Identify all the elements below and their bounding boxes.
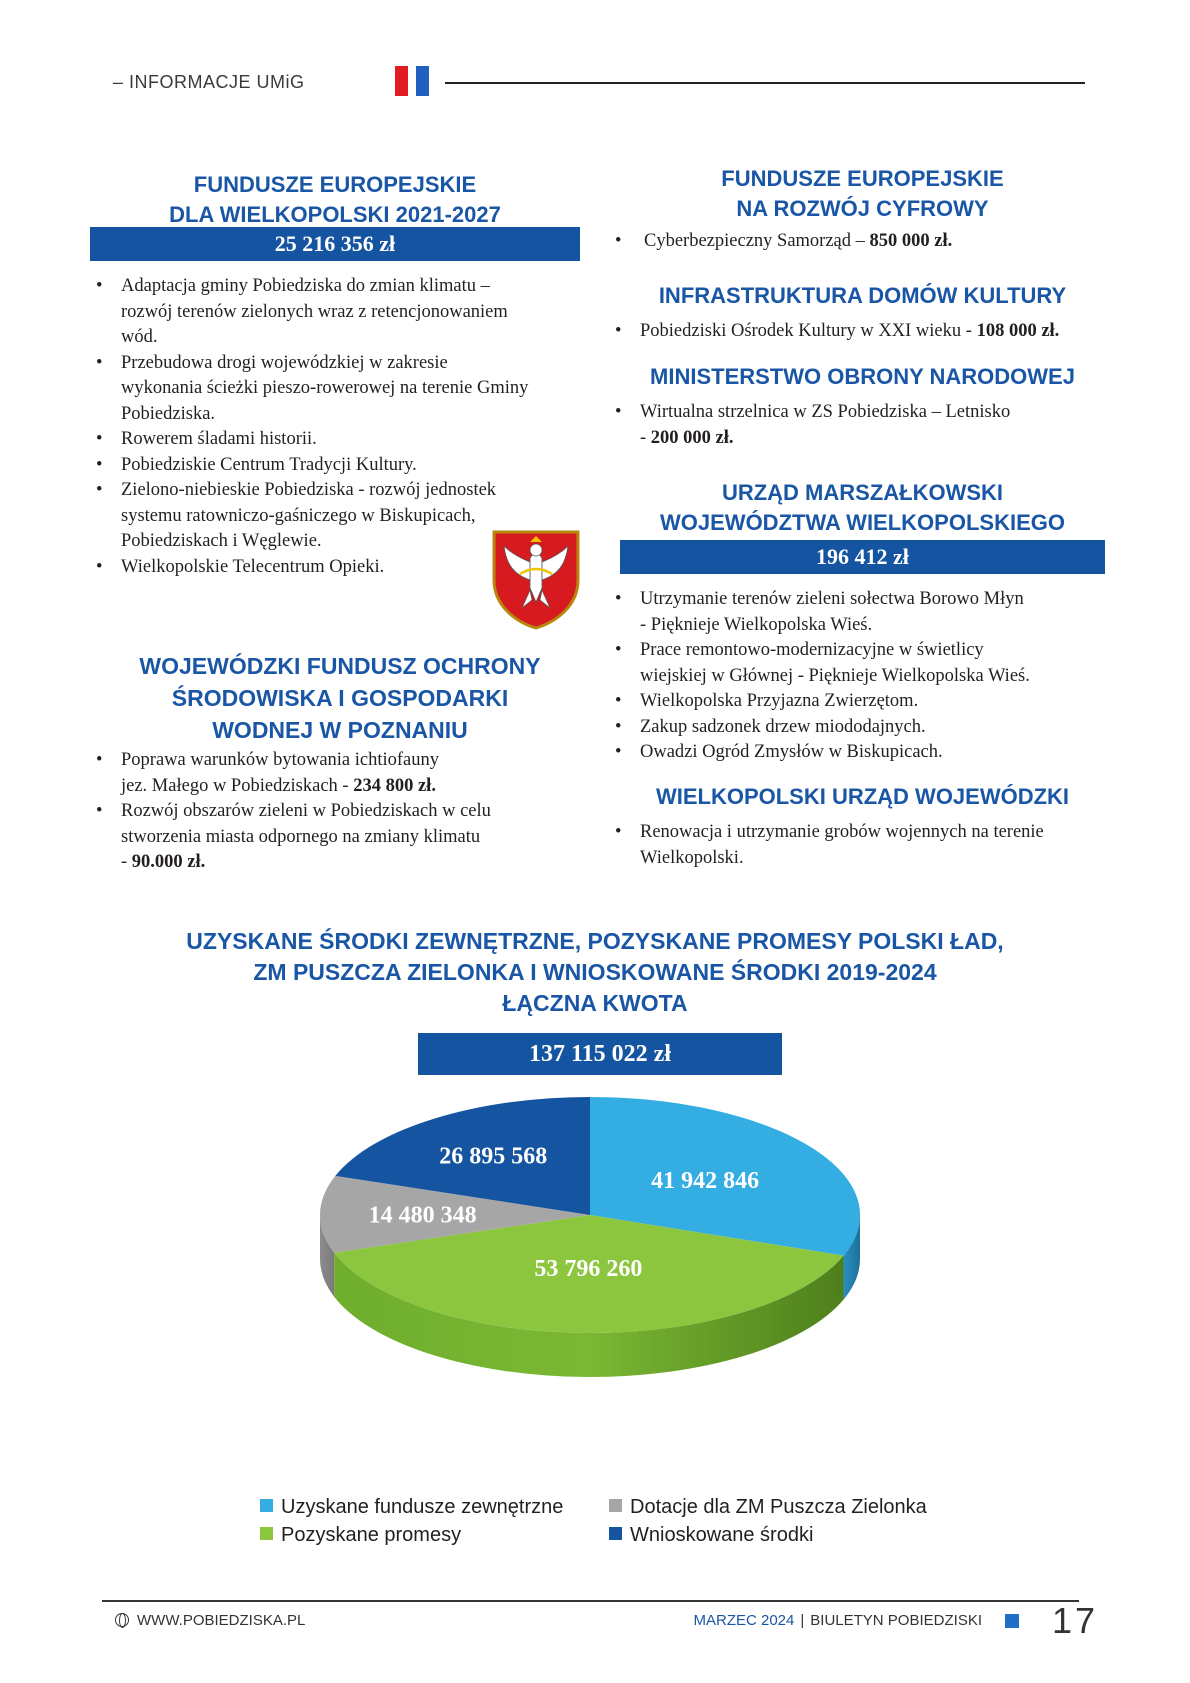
heading-line: NA ROZWÓJ CYFROWY xyxy=(736,196,989,221)
list-marshal-office xyxy=(612,587,1132,766)
item-text: wód. xyxy=(121,327,158,347)
item-text: Rozwój obszarów zieleni w Pobiedziskach w celu xyxy=(121,801,491,821)
item-text: Prace remontowo-modernizacyjne w świetlicy xyxy=(640,640,984,660)
pie-data-label: 14 480 348 xyxy=(368,1202,477,1229)
list-item xyxy=(612,740,1132,766)
heading-line: DLA WIELKOPOLSKI 2021-2027 xyxy=(169,202,501,227)
item-text: Wirtualna strzelnica w ZS Pobiedziska – Letnisko xyxy=(640,402,1011,422)
list-item xyxy=(612,715,1132,741)
heading-line: WODNEJ W POZNANIU xyxy=(212,717,468,743)
separator: | xyxy=(800,1612,805,1629)
summary-heading xyxy=(100,926,1090,1019)
item-text: rozwój terenów zielonych wraz z retencjonowaniem xyxy=(121,301,508,322)
footer-website[interactable] xyxy=(115,1612,305,1629)
heading-line: WOJEWÓDZKI FUNDUSZ OCHRONY xyxy=(139,653,541,679)
legend-swatch-icon xyxy=(609,1527,622,1540)
heading-line: URZĄD MARSZAŁKOWSKI xyxy=(721,480,1004,505)
header-rule xyxy=(445,82,1085,84)
list-item xyxy=(93,427,593,453)
legend-swatch-icon xyxy=(260,1499,273,1512)
pie-data-label: 53 796 260 xyxy=(534,1256,643,1283)
heading-voivodeship-office: WIELKOPOLSKI URZĄD WOJEWÓDZKI xyxy=(655,784,1070,809)
pie-data-label: 26 895 568 xyxy=(439,1143,548,1170)
list-item xyxy=(612,587,1132,638)
legend-label: Wnioskowane środki xyxy=(630,1524,814,1546)
list-item xyxy=(93,453,593,479)
list-eu-digital xyxy=(612,229,1112,255)
item-text: Zielono-niebieskie Pobiedziska - rozwój jednostek xyxy=(121,480,497,500)
item-text: - Pięknieje Wielkopolska Wieś. xyxy=(640,614,873,635)
item-text: Pobiedziskach i Węglewie. xyxy=(121,531,322,551)
item-text: systemu ratowniczo-gaśniczego w Biskupicach, xyxy=(121,505,476,526)
item-text: wykonania ścieżki pieszo-rowerowej na terenie Gminy xyxy=(121,378,529,398)
square-icon xyxy=(1005,1614,1019,1628)
footer-issue xyxy=(694,1612,983,1629)
item-amount: 200 000 zł. xyxy=(650,427,734,448)
item-text: Wielkopolskie Telecentrum Opieki. xyxy=(121,556,385,577)
item-text: wiejskiej w Głównej - Pięknieje Wielkopolska Wieś. xyxy=(640,665,1030,686)
legend-swatch-icon xyxy=(609,1499,622,1512)
item-text: Zakup sadzonek drzew miododajnych. xyxy=(640,716,926,737)
heading-line: ŚRODOWISKA I GOSPODARKI xyxy=(171,685,509,711)
heading-culture: INFRASTRUKTURA DOMÓW KULTURY xyxy=(658,283,1067,308)
item-text: Utrzymanie terenów zieleni sołectwa Borowo Młyn xyxy=(640,589,1024,609)
item-text: - xyxy=(640,427,651,448)
blue-bar-icon xyxy=(416,66,429,96)
item-amount: 108 000 zł. xyxy=(976,321,1060,341)
list-item xyxy=(612,229,1112,255)
heading-line: ŁĄCZNA KWOTA xyxy=(502,990,688,1016)
list-item xyxy=(612,400,1112,451)
heading-marshal-office xyxy=(620,478,1105,538)
item-text: Pobiedziski Ośrodek Kultury w XXI wieku - xyxy=(640,321,977,341)
globe-icon xyxy=(115,1613,129,1627)
item-amount: 90.000 zł. xyxy=(131,852,206,872)
legend-label: Dotacje dla ZM Puszcza Zielonka xyxy=(630,1496,927,1518)
red-bar-icon xyxy=(395,66,408,96)
item-text: stworzenia miasta odpornego na zmiany klimatu xyxy=(121,826,481,847)
item-text: Pobiedziskie Centrum Tradycji Kultury. xyxy=(121,454,417,475)
heading-line: ZM PUSZCZA ZIELONKA I WNIOSKOWANE ŚRODKI 2019-2024 xyxy=(253,959,937,985)
item-text: Renowacja i utrzymanie grobów wojennych na terenie xyxy=(640,822,1044,842)
list-item xyxy=(93,748,593,799)
heading-defence: MINISTERSTWO OBRONY NARODOWEJ xyxy=(650,364,1075,389)
amount-marshal-office: 196 412 zł xyxy=(620,540,1105,574)
list-item xyxy=(612,319,1132,345)
item-text: Cyberbezpieczny Samorząd – xyxy=(644,231,870,251)
amount-eu-wielkopolska: 25 216 356 zł xyxy=(90,227,580,261)
legend-item xyxy=(260,1494,563,1520)
item-text: Adaptacja gminy Pobiedziska do zmian klimatu – xyxy=(121,276,490,296)
website-text: WWW.POBIEDZISKA.PL xyxy=(137,1612,306,1629)
heading-eu-wielkopolska xyxy=(90,170,580,230)
list-item xyxy=(93,799,593,876)
summary-total: 137 115 022 zł xyxy=(418,1033,782,1075)
heading-line: UZYSKANE ŚRODKI ZEWNĘTRZNE, POZYSKANE PROMESY POLSKI ŁAD, xyxy=(186,928,1004,954)
item-amount: 234 800 zł. xyxy=(353,775,436,796)
list-defence xyxy=(612,400,1112,451)
item-text: Pobiedziska. xyxy=(121,403,216,424)
legend-item xyxy=(609,1522,813,1548)
item-text: - xyxy=(121,852,132,872)
publication-name: BIULETYN POBIEDZISKI xyxy=(810,1612,982,1629)
list-item xyxy=(93,351,593,428)
issue-month: MARZEC 2024 xyxy=(693,1612,795,1629)
list-wfosigw xyxy=(93,748,593,876)
page-number: 17 xyxy=(1052,1600,1099,1641)
heading-eu-digital xyxy=(620,164,1105,224)
coat-of-arms-icon xyxy=(490,528,582,630)
legend-item xyxy=(260,1522,461,1548)
list-item xyxy=(612,638,1132,689)
heading-line: WOJEWÓDZTWA WIELKOPOLSKIEGO xyxy=(660,510,1065,535)
item-text: Poprawa warunków bytowania ichtiofauny xyxy=(121,750,440,770)
list-culture xyxy=(612,319,1132,345)
item-amount: 850 000 zł. xyxy=(869,231,953,251)
pie-chart xyxy=(290,1085,890,1465)
legend-item xyxy=(609,1494,927,1520)
item-text: Owadzi Ogród Zmysłów w Biskupicach. xyxy=(640,742,943,762)
item-text: jez. Małego w Pobiedziskach - xyxy=(121,775,354,796)
legend-swatch-icon xyxy=(260,1527,273,1540)
heading-wfosigw xyxy=(90,650,590,746)
list-item xyxy=(612,689,1132,715)
item-text: Przebudowa drogi wojewódzkiej w zakresie xyxy=(121,352,448,373)
item-text: Wielkopolski. xyxy=(640,847,744,868)
footer-rule xyxy=(102,1600,1079,1602)
heading-line: FUNDUSZE EUROPEJSKIE xyxy=(721,166,1004,191)
pie-data-label: 41 942 846 xyxy=(651,1167,760,1194)
item-text: Rowerem śladami historii. xyxy=(121,429,317,449)
list-voivodeship-office xyxy=(612,820,1132,871)
item-text: Wielkopolska Przyjazna Zwierzętom. xyxy=(640,691,919,711)
section-label: – INFORMACJE UMiG xyxy=(113,72,305,92)
legend-label: Uzyskane fundusze zewnętrzne xyxy=(281,1496,564,1518)
list-item xyxy=(93,274,593,351)
list-item xyxy=(612,820,1132,871)
heading-line: FUNDUSZE EUROPEJSKIE xyxy=(193,172,477,197)
legend-label: Pozyskane promesy xyxy=(281,1524,462,1546)
